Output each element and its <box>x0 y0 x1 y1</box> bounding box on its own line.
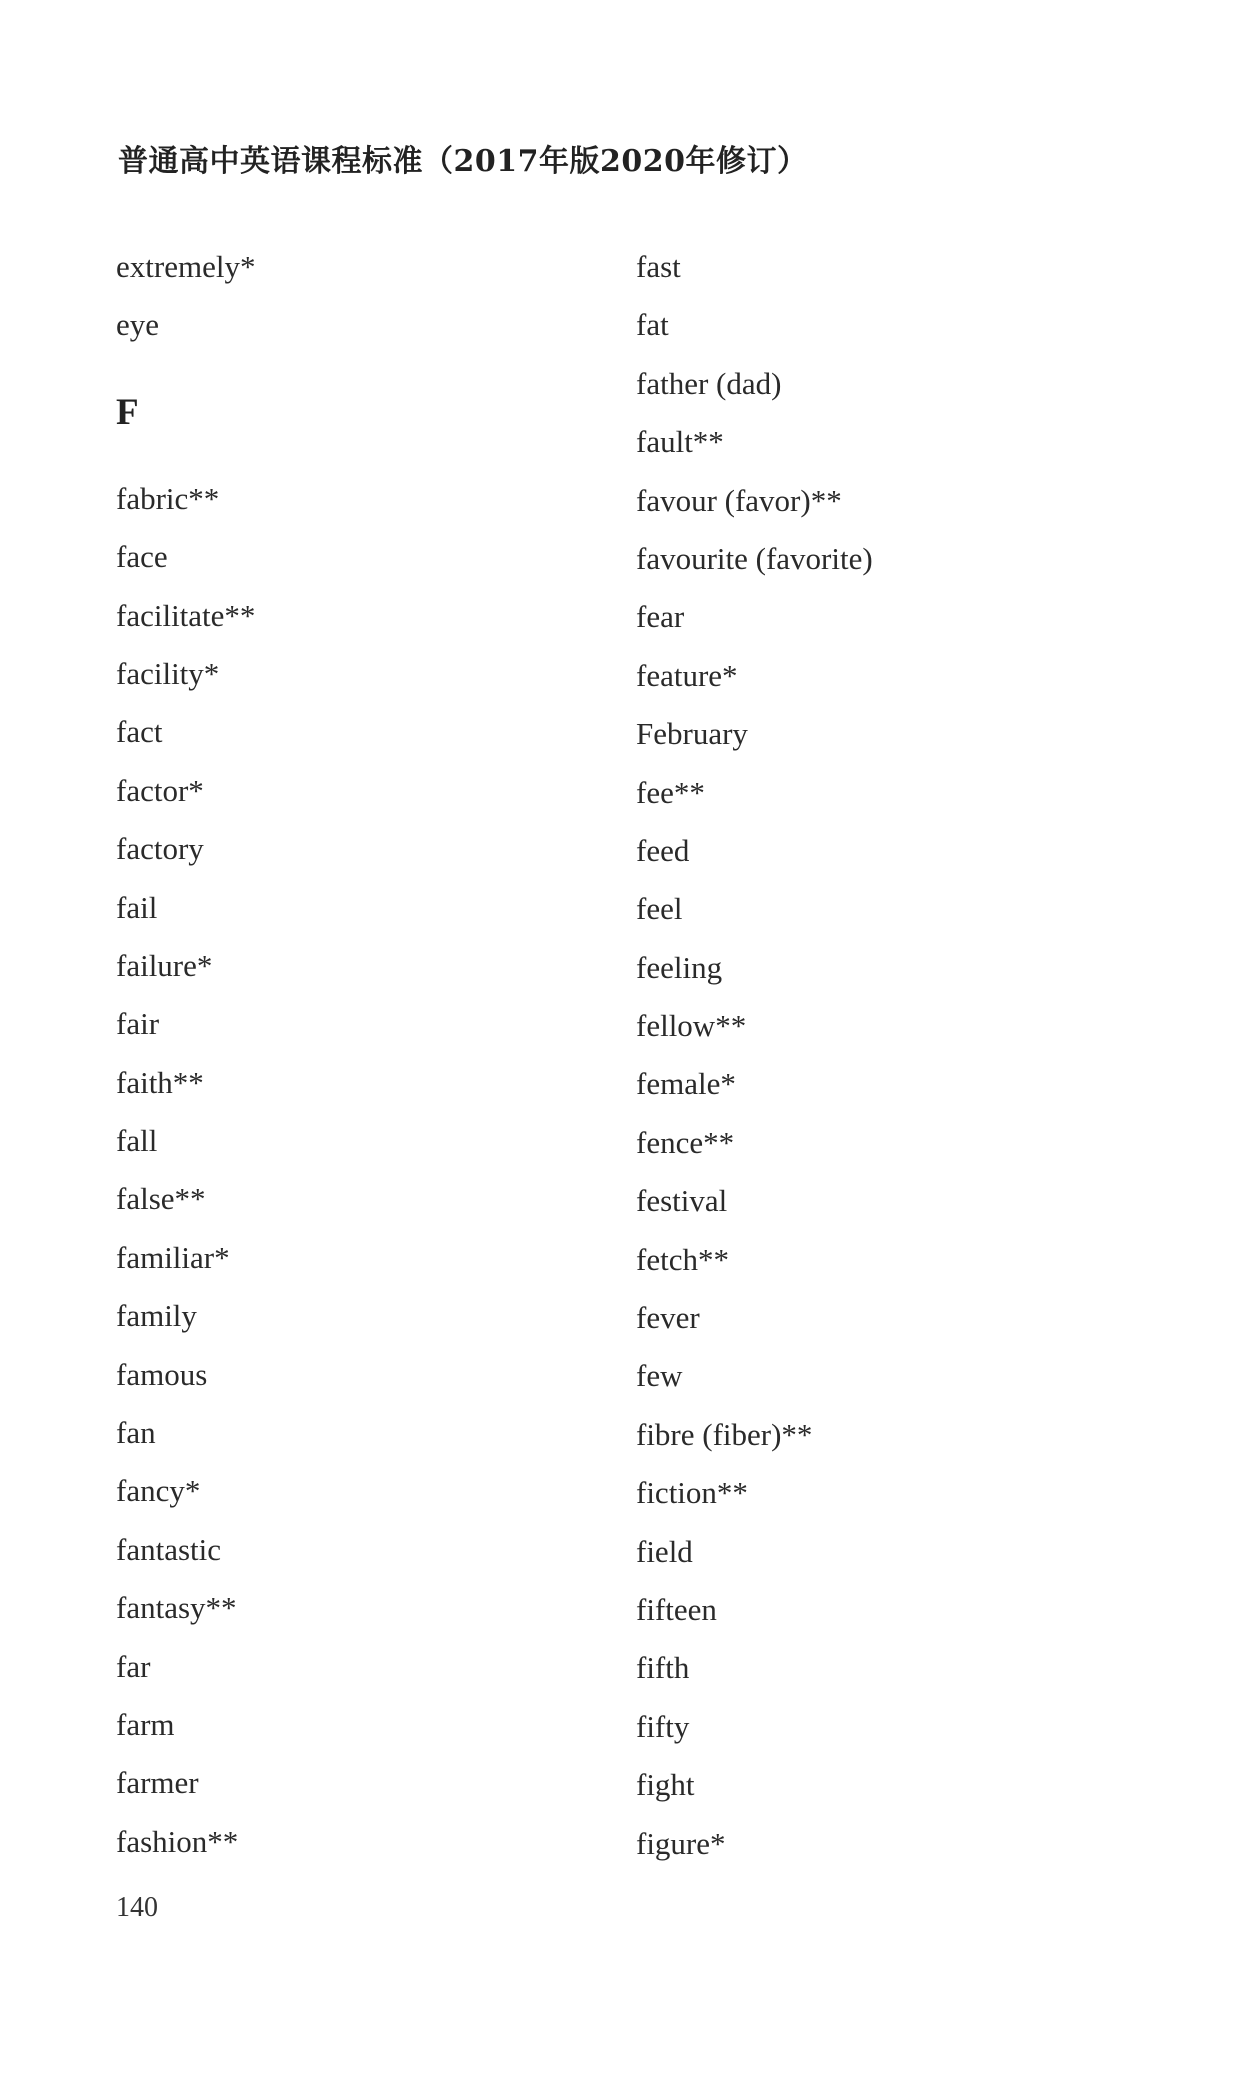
word-entry: fellow** <box>636 1008 747 1044</box>
word-entry: fantastic <box>116 1531 222 1567</box>
word-entry: fashion** <box>116 1823 239 1859</box>
page-number: 140 <box>116 1892 158 1923</box>
word-entry: favour (favor)** <box>636 482 842 518</box>
word-list-right-column <box>636 238 873 1873</box>
word-entry: factory <box>116 831 204 867</box>
word-entry: fever <box>636 1300 700 1336</box>
word-entry: fear <box>636 599 685 635</box>
word-entry: facilitate** <box>116 597 256 633</box>
word-entry: far <box>116 1648 151 1684</box>
word-entry: farm <box>116 1706 175 1742</box>
word-entry: fifteen <box>636 1591 717 1627</box>
word-entry: February <box>636 716 748 752</box>
word-entry: family <box>116 1298 197 1334</box>
word-entry: fifth <box>636 1650 690 1686</box>
word-entry: facility* <box>116 655 220 691</box>
word-entry: faith** <box>116 1064 204 1100</box>
word-entry: face <box>116 539 168 575</box>
word-entry: farmer <box>116 1765 199 1801</box>
word-entry: female* <box>636 1066 736 1102</box>
word-entry: eye <box>116 307 160 343</box>
word-entry: fail <box>116 889 158 925</box>
word-entry: fair <box>116 1006 160 1042</box>
word-entry: fast <box>636 249 681 284</box>
word-entry: fancy* <box>116 1473 201 1509</box>
word-entry: feeling <box>636 949 723 985</box>
word-entry: fabric** <box>116 480 220 516</box>
word-entry: fat <box>636 307 669 343</box>
word-entry: fibre (fiber)** <box>636 1416 813 1452</box>
word-entry: feature* <box>636 657 738 693</box>
word-entry: feel <box>636 891 683 927</box>
word-entry: figure* <box>636 1825 726 1861</box>
word-entry: fan <box>116 1415 156 1451</box>
word-entry: fact <box>116 714 163 750</box>
word-entry: fence** <box>636 1124 735 1160</box>
word-entry: feed <box>636 832 690 868</box>
word-entry: fantasy** <box>116 1590 237 1626</box>
section-letter-heading: F <box>116 391 139 433</box>
word-entry: fight <box>636 1767 695 1803</box>
word-entry: failure* <box>116 947 213 983</box>
word-entry: field <box>636 1533 693 1569</box>
word-entry: false** <box>116 1181 206 1217</box>
word-entry: few <box>636 1358 683 1394</box>
word-entry: father (dad) <box>636 365 782 401</box>
word-entry: fall <box>116 1123 158 1159</box>
word-entry: extremely* <box>116 249 256 284</box>
word-entry: famous <box>116 1356 208 1392</box>
word-entry: familiar* <box>116 1239 230 1275</box>
word-entry: festival <box>636 1183 728 1219</box>
word-entry: fault** <box>636 424 724 460</box>
word-entry: fifty <box>636 1708 690 1744</box>
word-entry: fiction** <box>636 1475 748 1511</box>
word-list-left-column <box>116 238 255 1871</box>
page-header-title: 普通高中英语课程标准（2017年版2020年修订） <box>118 144 808 179</box>
word-entry: factor* <box>116 772 204 808</box>
word-entry: fee** <box>636 774 705 810</box>
word-entry: favourite (favorite) <box>636 540 873 576</box>
word-entry: fetch** <box>636 1241 729 1277</box>
